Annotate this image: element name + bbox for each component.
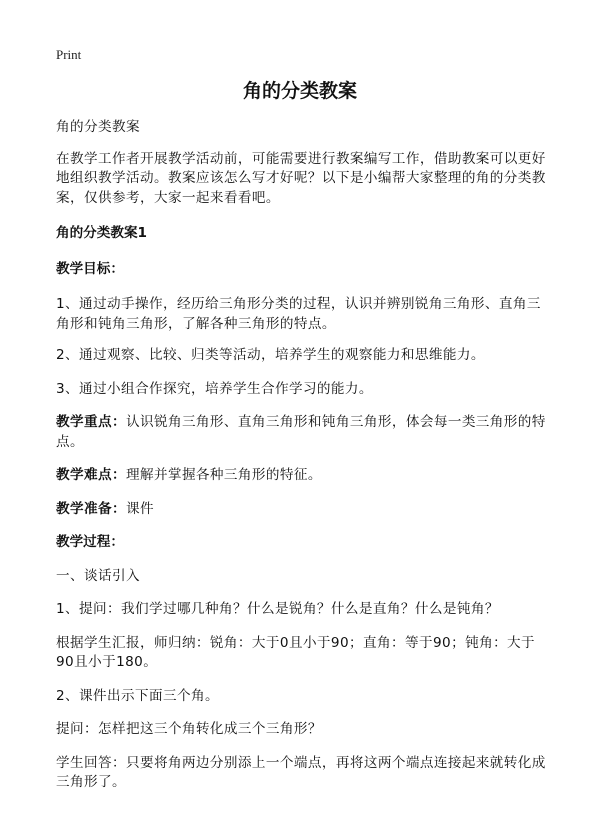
section-heading: 角的分类教案1 <box>56 225 148 241</box>
print-link[interactable]: Print <box>56 47 82 62</box>
process-step: 学生回答：只要将角两边分别添上一个端点，再将这两个端点连接起来就转化成三角形了。 <box>56 754 546 790</box>
process-step: 提问：怎样把这三个角转化成三个三角形？ <box>56 721 322 737</box>
key-point-text: 认识锐角三角形、直角三角形和钝角三角形，体会每一类三角形的特点。 <box>56 414 546 450</box>
preparation <box>56 500 552 520</box>
difficulty <box>56 466 552 486</box>
process-step: 根据学生汇报，师归纳：锐角：大于0且小于90；直角：等于90；钝角：大于90且小于180。 <box>56 634 536 670</box>
goal-item: 2、通过观察、比较、归类等活动，培养学生的观察能力和思维能力。 <box>56 347 485 363</box>
goal-item: 1、通过动手操作，经历给三角形分类的过程，认识并辨别锐角三角形、直角三角形和钝角三角形，了解各种三角形的特点。 <box>56 296 541 332</box>
process-heading: 教学过程： <box>56 534 124 550</box>
goals-heading: 教学目标： <box>56 260 124 277</box>
difficulty-label: 教学难点： <box>56 467 126 483</box>
article-body <box>56 118 552 793</box>
article-subtitle: 角的分类教案 <box>56 119 140 135</box>
process-step: 2、课件出示下面三个角。 <box>56 687 219 704</box>
goal-item: 3、通过小组合作探究，培养学生合作学习的能力。 <box>56 380 373 397</box>
preparation-label: 教学准备： <box>56 500 126 517</box>
difficulty-text: 理解并掌握各种三角形的特征。 <box>125 467 322 483</box>
intro-paragraph: 在教学工作者开展教学活动前，可能需要进行教案编写工作，借助教案可以更好地组织教学活动。教案应该怎么写才好呢？以下是小编帮大家整理的角的分类教案，仅供参考，大家一起来看看吧。 <box>56 150 546 206</box>
page-title: 角的分类教案 <box>242 80 357 102</box>
process-step: 一、谈话引入 <box>56 567 140 584</box>
preparation-text: 课件 <box>125 500 154 517</box>
process-step: 1、提问：我们学过哪几种角？什么是锐角？什么是直角？什么是钝角？ <box>56 601 499 617</box>
key-point <box>56 413 552 452</box>
key-point-label: 教学重点： <box>56 414 126 430</box>
